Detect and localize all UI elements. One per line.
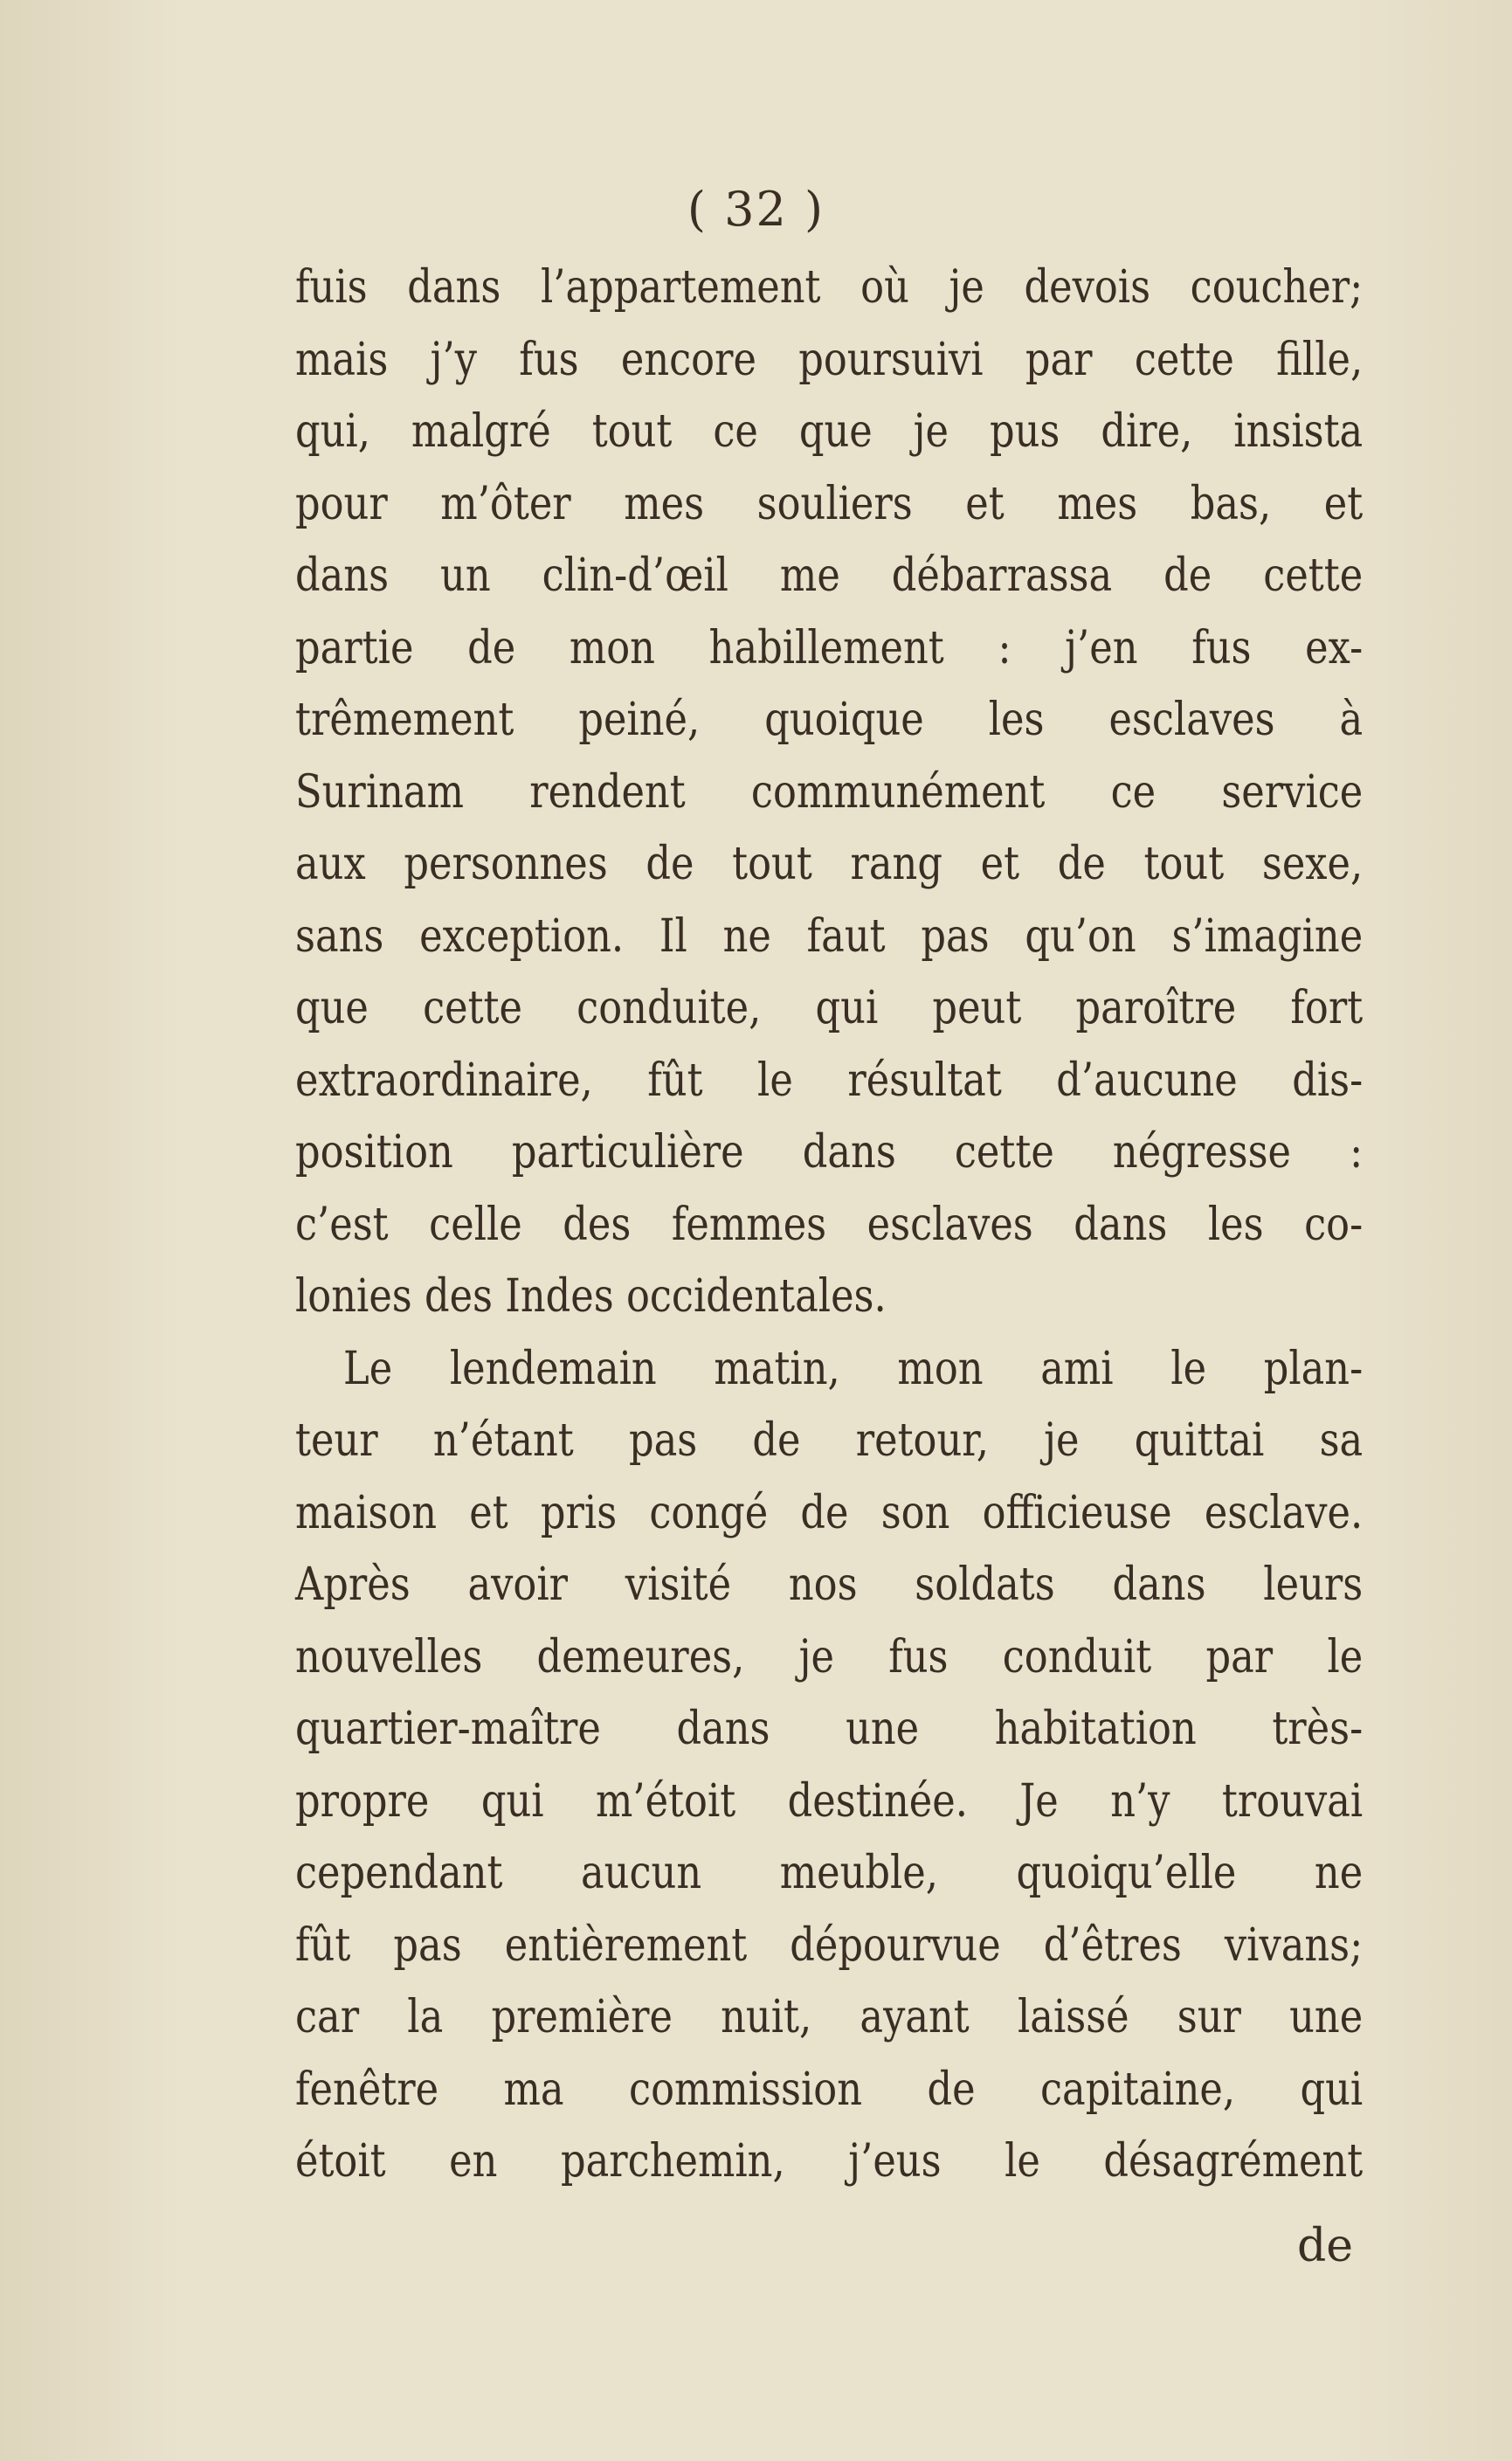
text-line: sans exception. Il ne faut pas qu’on s’imagine xyxy=(295,909,1364,963)
catchword: de xyxy=(1296,2220,1353,2272)
text-line: teur n’étant pas de retour, je quittai sa xyxy=(295,1414,1364,1467)
text-line: car la première nuit, ayant laissé sur une xyxy=(295,1991,1364,2043)
text-line: qui, malgré tout ce que je pus dire, insista xyxy=(295,405,1364,458)
text-line: lonies des Indes occidentales. xyxy=(295,1270,887,1323)
text-line: partie de mon habillement : j’en fus ex- xyxy=(295,621,1364,674)
text-line: aux personnes de tout rang et de tout sexe, xyxy=(295,838,1364,890)
text-line: position particulière dans cette négresse : xyxy=(295,1126,1364,1179)
text-line: que cette conduite, qui peut paroître fort xyxy=(295,982,1364,1034)
text-line: extraordinaire, fût le résultat d’aucune dis- xyxy=(295,1054,1364,1107)
text-line: étoit en parchemin, j’eus le désagrément xyxy=(295,2135,1364,2188)
text-line: fenêtre ma commission de capitaine, qui xyxy=(295,2063,1364,2116)
text-line: Surinam rendent communément ce service xyxy=(295,765,1364,819)
body-text xyxy=(295,252,1363,2198)
text-line: fuis dans l’appartement où je devois coucher; xyxy=(295,261,1364,314)
text-line: Après avoir visité nos soldats dans leurs xyxy=(295,1559,1364,1611)
text-line: cependant aucun meuble, quoiqu’elle ne xyxy=(295,1847,1364,1899)
text-line: mais j’y fus encore poursuivi par cette fille, xyxy=(295,333,1364,386)
text-line: propre qui m’étoit destinée. Je n’y trouvai xyxy=(295,1774,1364,1828)
text-line: nouvelles demeures, je fus conduit par le xyxy=(295,1630,1364,1683)
text-line: pour m’ôter mes souliers et mes bas, et xyxy=(295,477,1364,530)
text-line: trêmement peiné, quoique les esclaves à xyxy=(295,694,1364,746)
text-line: c’est celle des femmes esclaves dans les co- xyxy=(295,1198,1364,1251)
text-line: dans un clin-d’œil me débarrassa de cette xyxy=(295,550,1364,602)
text-line: maison et pris congé de son officieuse esclave. xyxy=(295,1486,1364,1539)
text-line: Le lendemain matin, mon ami le plan- xyxy=(343,1342,1364,1395)
page-number: ( 32 ) xyxy=(687,182,825,237)
text-line: quartier-maître dans une habitation très- xyxy=(295,1703,1364,1755)
text-line: fût pas entièrement dépourvue d’êtres vivans; xyxy=(295,1918,1364,1972)
